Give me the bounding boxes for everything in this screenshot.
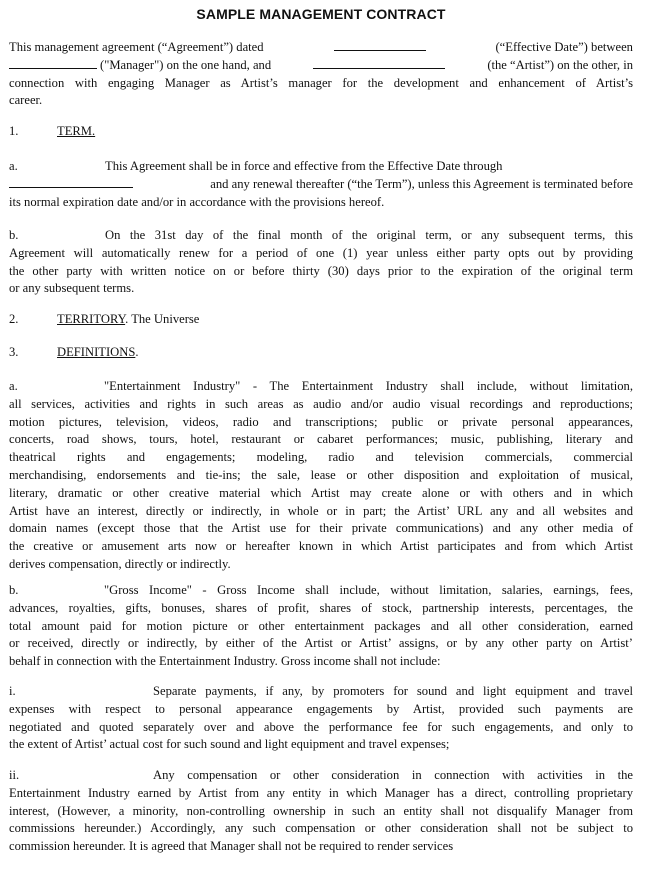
section-1b [9, 227, 633, 298]
item-3a-line: literary, dramatic or other creative material which Artist may create alone or with others and in which [9, 485, 633, 500]
item-3a-line: merchandising, endorsements and tie-ins; the sale, lease or other disposition and exploitation of musical, [9, 467, 633, 482]
intro-line-1a: This management agreement (“Agreement”) dated [9, 40, 264, 54]
item-3b-line: or received, directly or indirectly, by either of the Artist or Artist’ assigns, or by any other party on Artist’ [9, 636, 633, 651]
item-ii-line: Entertainment Industry earned by Artist from any entity in which Manager has a direct, controlling proprietary [9, 785, 633, 800]
item-i-line: negotiated and quoted separately over and above the performance fee for such engagements, and only to [9, 719, 633, 734]
item-1a-line-3: its normal expiration date and/or in accordance with the provisions hereof. [9, 194, 385, 209]
item-3a-line: all services, activities and rights in such areas as audio and/or audio visual recordings and reproductions; [9, 396, 633, 411]
intro-line-2b: (the “Artist”) on the other, in [487, 57, 633, 72]
item-3a-line: concerts, road shows, tours, hotel, restaurant or cabaret performances; music, publishing, literary and [9, 432, 633, 447]
section-2-heading [9, 312, 200, 327]
section-number: 1. [9, 124, 19, 138]
section-3b [9, 582, 633, 671]
intro-line-3: connection with engaging Manager as Artist’s manager for the development and enhancement of Artist’s [9, 75, 633, 90]
intro-line-1b: (“Effective Date”) between [495, 40, 633, 54]
territory-value: . The Universe [125, 312, 200, 326]
item-3a-line: domain names (except those that the Artist use for their private communications) and any other media of [9, 521, 633, 536]
document-title: SAMPLE MANAGEMENT CONTRACT [196, 6, 446, 22]
artist-blank [313, 57, 445, 69]
item-1b-line-1: On the 31st day of the final month of the original term, or any subsequent terms, this [105, 228, 633, 242]
item-1a-line-1: This Agreement shall be in force and effective from the Effective Date through [105, 159, 503, 173]
item-3a-line: theatrical rights and engagements; modeling, radio and television commercials, commercial [9, 450, 633, 465]
item-ii-line: commissions hereunder.) Accordingly, any such compensation or other consideration shall not be subject to [9, 821, 633, 836]
item-label: ii. [9, 768, 20, 782]
intro-line-2a: ("Manager") on the one hand, and [100, 57, 272, 72]
item-i-line: expenses with respect to personal appearance engagements by Artist, provided such payments are [9, 701, 633, 716]
item-3a-line: the creative or amusement arts now or hereafter known in which Artist participates and from which Artist [9, 539, 633, 554]
section-3b-ii [9, 767, 633, 856]
item-i-line: Separate payments, if any, by promoters for sound and light equipment and travel [153, 684, 633, 698]
item-3a-line: "Entertainment Industry" - The Entertainment Industry shall include, without limitation, [104, 379, 633, 393]
item-1b-line-4: or any subsequent terms. [9, 281, 135, 296]
item-1b-line-2: Agreement will automatically renew for a period of one (1) year unless either party opts out by providing [9, 245, 633, 260]
section-3a [9, 378, 633, 574]
section-title: TERM. [57, 124, 96, 138]
item-3b-line: behalf in connection with the Entertainment Industry. Gross income shall not include: [9, 654, 441, 669]
effective-date-blank [334, 39, 426, 51]
item-label: b. [9, 228, 19, 242]
section-3-heading: 3. DEFINITIONS. [9, 345, 139, 359]
manager-blank [9, 57, 97, 69]
term-end-blank [9, 176, 133, 188]
item-1b-line-3: the other party with written notice on or before thirty (30) days prior to the expiration of the original term [9, 263, 633, 278]
item-3a-line: derives compensation, directly or indirectly. [9, 556, 231, 571]
item-ii-line: Any compensation or other consideration in connection with activities in the [153, 768, 633, 782]
section-title: DEFINITIONS [57, 345, 136, 359]
item-ii-line: commission hereunder. It is agreed that Manager shall not be required to render services [9, 839, 454, 854]
section-1-heading [9, 124, 96, 139]
item-3b-line: "Gross Income" - Gross Income shall include, without limitation, salaries, earnings, fees, [104, 583, 633, 597]
item-3a-line: motion pictures, television, videos, radio and transcriptions; public or private personal appearances, [9, 414, 633, 429]
item-ii-line: interest, (However, a minority, non-controlling ownership in such an entity shall not disqualify Manager from [9, 803, 633, 818]
item-label: a. [9, 379, 18, 393]
item-label: b. [9, 583, 19, 597]
intro-line-4: career. [9, 93, 43, 108]
section-3b-i [9, 683, 633, 754]
item-3a-line: Artist have an interest, directly or indirectly, in whole or in part; the Artist’ URL any and all websites and [9, 503, 633, 518]
item-3b-line: advances, royalties, gifts, bonuses, shares of profit, shares of stock, partnership interests, percentages, the [9, 600, 633, 615]
item-i-line: the extent of Artist’ actual cost for such sound and light equipment and travel expenses; [9, 737, 450, 752]
section-number: 3. [9, 345, 19, 359]
section-title: TERRITORY [57, 312, 126, 326]
item-label: a. [9, 159, 18, 173]
item-3b-line: total amount paid for motion picture or other entertainment packages and all other consideration, earned [9, 618, 633, 633]
item-1a-line-2: and any renewal thereafter (“the Term”), unless this Agreement is terminated before [210, 176, 633, 191]
item-label: i. [9, 684, 16, 698]
section-1a [9, 158, 633, 211]
section-number: 2. [9, 312, 19, 326]
intro-paragraph [9, 39, 633, 110]
